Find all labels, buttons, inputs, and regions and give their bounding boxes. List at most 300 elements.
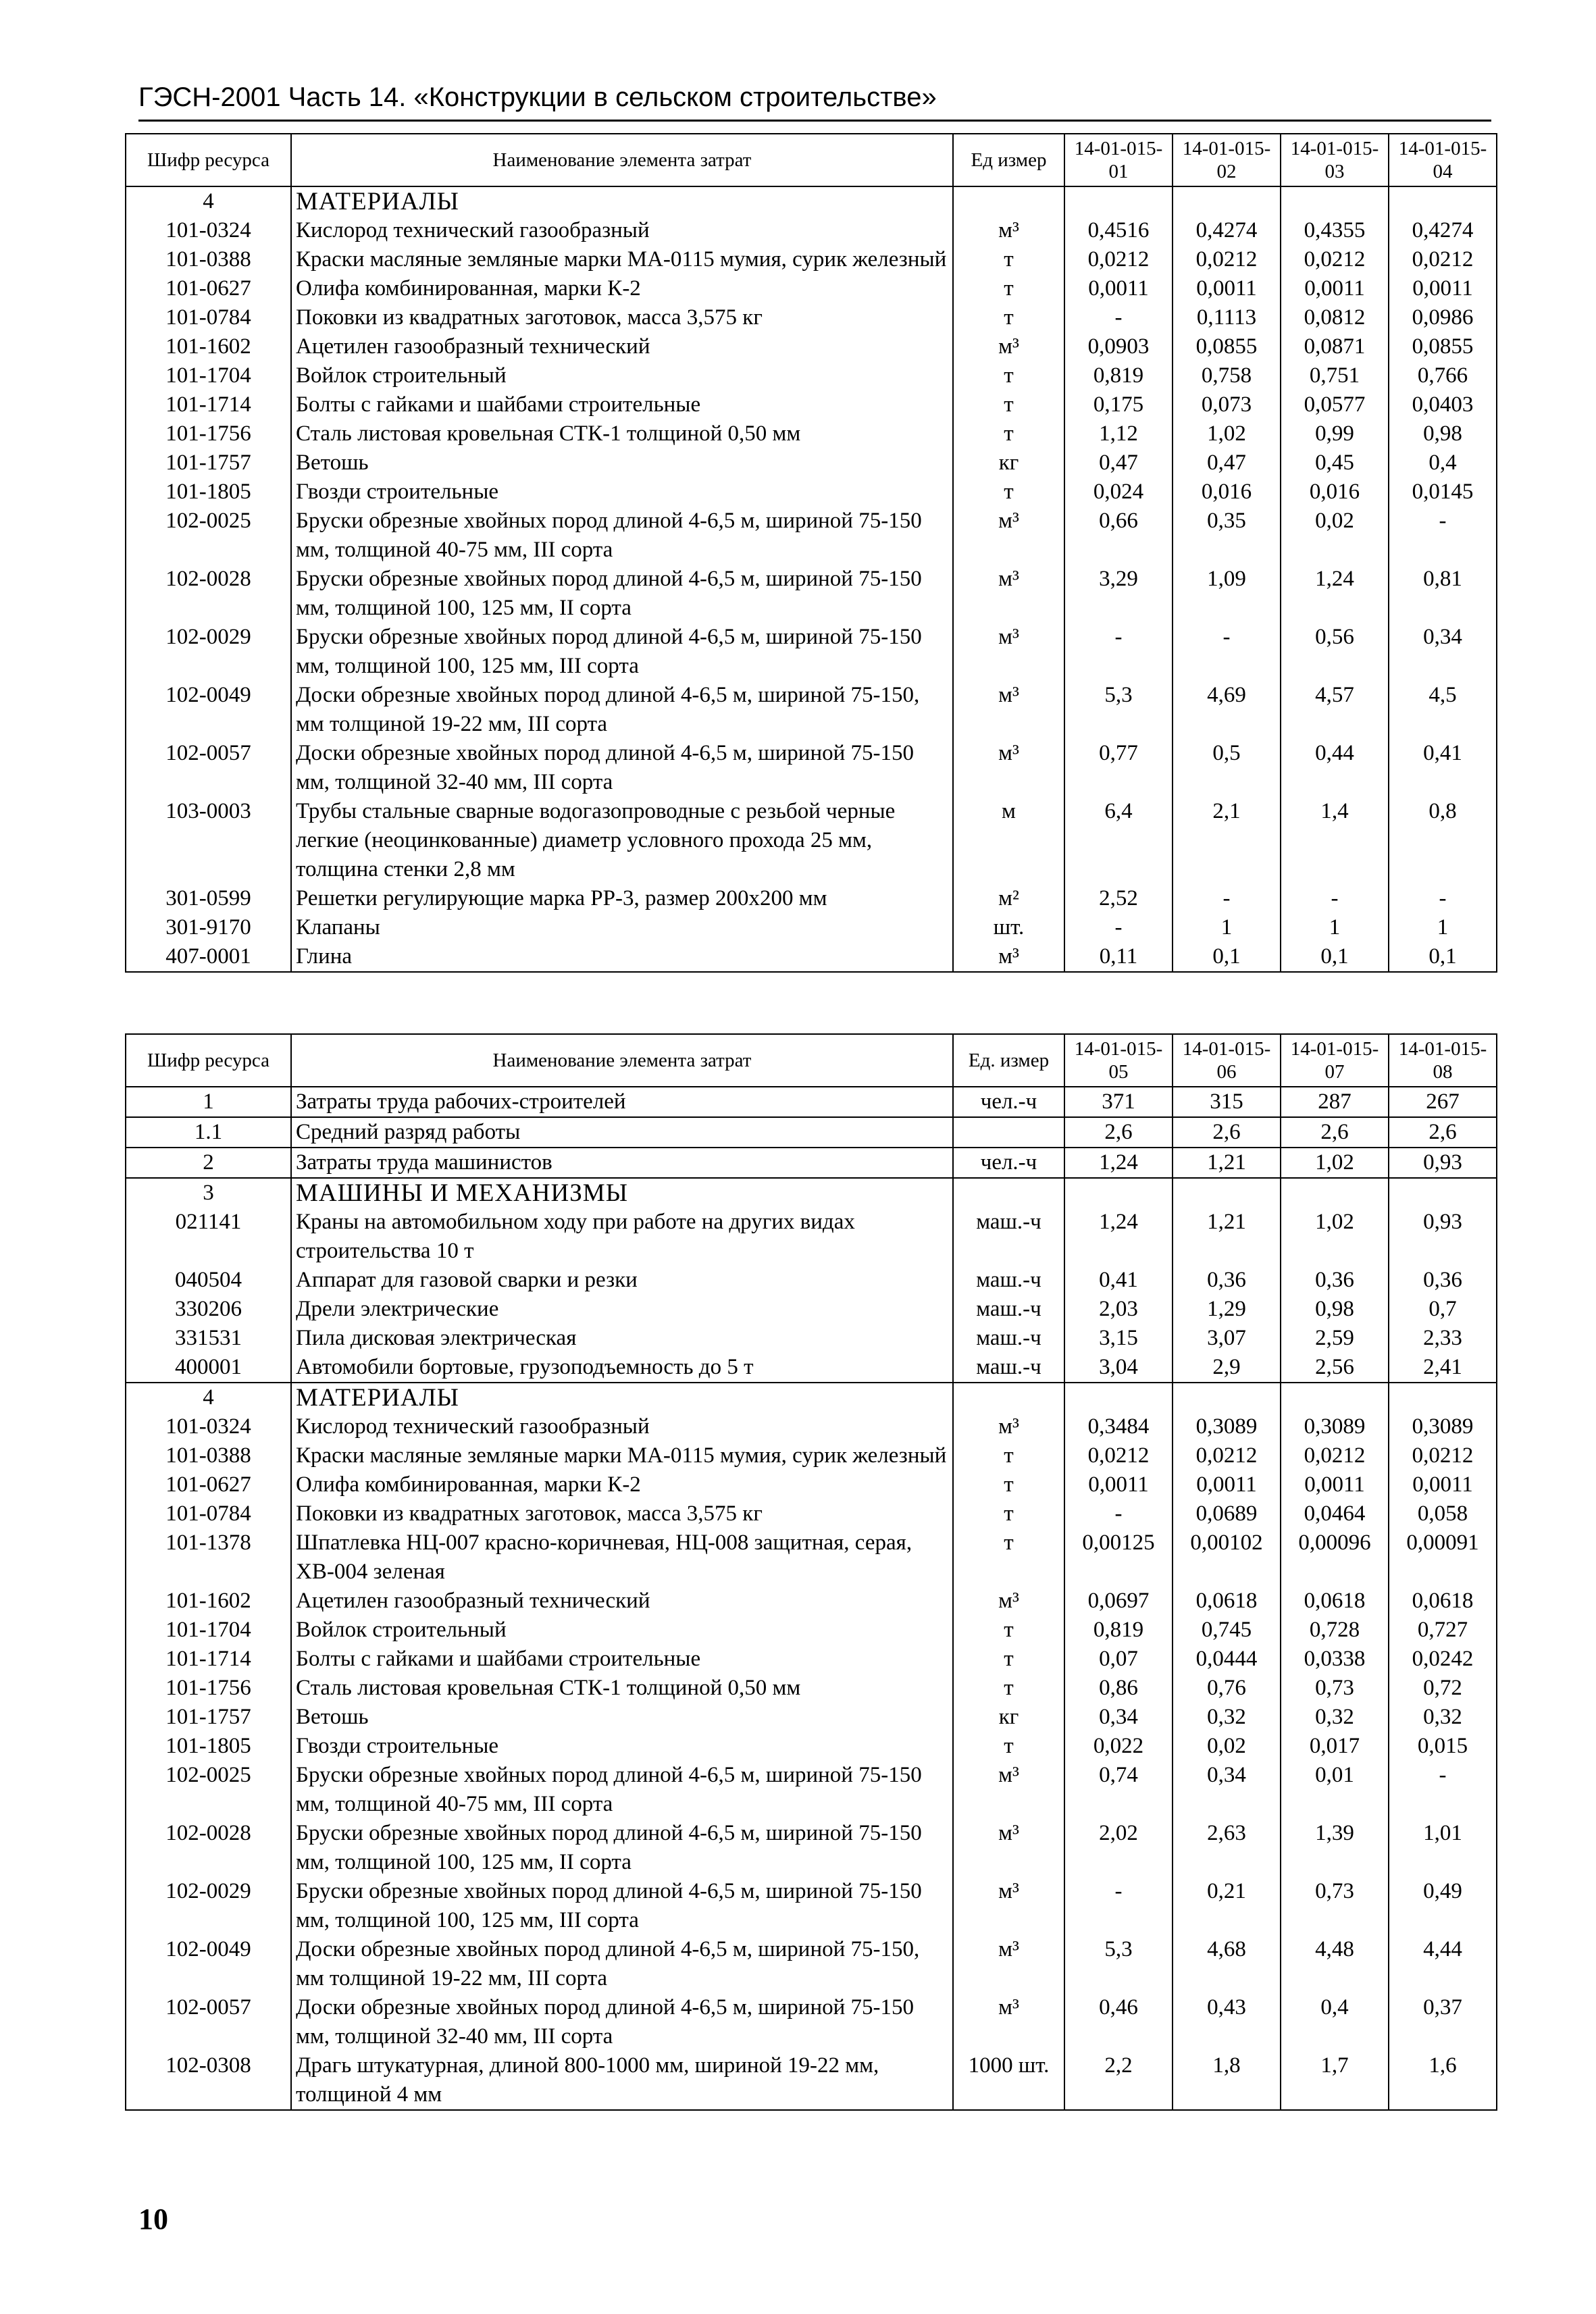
norm-value: 1,7 — [1281, 2051, 1389, 2110]
norm-value: 4,69 — [1173, 681, 1281, 739]
norm-value — [1064, 1383, 1173, 1412]
norm-value: 0,3089 — [1389, 1412, 1497, 1441]
table-row — [126, 274, 1497, 303]
norm-value: 0,00096 — [1281, 1528, 1389, 1587]
resource-code: 301-9170 — [126, 913, 291, 942]
unit-of-measure: м³ — [953, 332, 1064, 361]
unit-of-measure: м³ — [953, 216, 1064, 245]
table-row — [126, 1470, 1497, 1499]
norm-value: - — [1389, 1761, 1497, 1819]
table-row — [126, 332, 1497, 361]
table-row — [126, 1295, 1497, 1324]
resource-code: 101-0388 — [126, 1441, 291, 1470]
norm-value: 0,0011 — [1389, 1470, 1497, 1499]
table-row — [126, 1761, 1497, 1819]
unit-of-measure: т — [953, 390, 1064, 419]
cost-element-name: Бруски обрезные хвойных пород длиной 4-6,5 м, шириной 75-150 мм, толщиной 100, 125 мм, II сорта — [291, 1819, 953, 1877]
section-row — [126, 1383, 1497, 1412]
cost-element-name: Ветошь — [291, 448, 953, 478]
norm-value: 0,4274 — [1389, 216, 1497, 245]
unit-of-measure: м — [953, 797, 1064, 884]
cost-element-name: Сталь листовая кровельная СТК-1 толщиной 0,50 мм — [291, 1674, 953, 1703]
page-number: 10 — [138, 2203, 168, 2236]
cost-element-name: Сталь листовая кровельная СТК-1 толщиной 0,50 мм — [291, 419, 953, 448]
table-header-row — [126, 1034, 1497, 1087]
norm-value: 4,48 — [1281, 1935, 1389, 1993]
unit-of-measure: м³ — [953, 1819, 1064, 1877]
norm-value: - — [1389, 884, 1497, 913]
norm-value: 0,0444 — [1173, 1645, 1281, 1674]
unit-of-measure: т — [953, 1616, 1064, 1645]
norm-value: 1,09 — [1173, 565, 1281, 623]
resource-code: 2 — [126, 1148, 291, 1178]
table-row — [126, 797, 1497, 884]
norm-value: 0,751 — [1281, 361, 1389, 390]
unit-of-measure — [953, 1383, 1064, 1412]
resource-code: 101-1805 — [126, 1732, 291, 1761]
norm-value: 371 — [1064, 1087, 1173, 1117]
norm-value: 0,41 — [1064, 1266, 1173, 1295]
norm-value: 1,21 — [1173, 1148, 1281, 1178]
unit-of-measure: маш.-ч — [953, 1208, 1064, 1266]
resource-code: 102-0029 — [126, 623, 291, 681]
cost-element-name: Краны на автомобильном ходу при работе на других видах строительства 10 т — [291, 1208, 953, 1266]
table-row — [126, 419, 1497, 448]
norm-value: 0,0212 — [1064, 245, 1173, 274]
norm-value: 267 — [1389, 1087, 1497, 1117]
unit-of-measure: т — [953, 1732, 1064, 1761]
cost-element-name: Краски масляные земляные марки МА-0115 мумия, сурик железный — [291, 245, 953, 274]
norm-value: 0,1 — [1389, 942, 1497, 972]
norm-value: 0,0618 — [1281, 1587, 1389, 1616]
table-row — [126, 1645, 1497, 1674]
norm-value: 0,44 — [1281, 739, 1389, 797]
table-row — [126, 303, 1497, 332]
unit-of-measure: м³ — [953, 1935, 1064, 1993]
column-header: Ед. измер — [953, 1034, 1064, 1087]
resource-code: 400001 — [126, 1353, 291, 1383]
norm-value: - — [1064, 1877, 1173, 1935]
unit-of-measure: чел.-ч — [953, 1148, 1064, 1178]
resource-code: 331531 — [126, 1324, 291, 1353]
norm-value: 3,07 — [1173, 1324, 1281, 1353]
norm-value: 0,073 — [1173, 390, 1281, 419]
resource-code: 021141 — [126, 1208, 291, 1266]
table-row — [126, 681, 1497, 739]
resource-code: 301-0599 — [126, 884, 291, 913]
norm-value: 0,728 — [1281, 1616, 1389, 1645]
column-header: Наименование элемента затрат — [291, 134, 953, 186]
norm-value: 0,02 — [1281, 507, 1389, 565]
norm-value: 0,0011 — [1281, 274, 1389, 303]
norm-value: 1,8 — [1173, 2051, 1281, 2110]
table-row — [126, 1117, 1497, 1148]
table-row — [126, 913, 1497, 942]
cost-element-name: Доски обрезные хвойных пород длиной 4-6,5 м, шириной 75-150, мм толщиной 19-22 мм, III сорта — [291, 681, 953, 739]
resource-code: 102-0049 — [126, 1935, 291, 1993]
unit-of-measure: т — [953, 1499, 1064, 1528]
unit-of-measure: 1000 шт. — [953, 2051, 1064, 2110]
page-header: ГЭСН-2001 Часть 14. «Конструкции в сельском строительстве» — [138, 82, 937, 112]
cost-element-name: Поковки из квадратных заготовок, масса 3,575 кг — [291, 1499, 953, 1528]
resource-code: 101-1602 — [126, 1587, 291, 1616]
resource-code: 101-0627 — [126, 1470, 291, 1499]
norm-value — [1064, 186, 1173, 216]
unit-of-measure: т — [953, 1528, 1064, 1587]
unit-of-measure: т — [953, 1674, 1064, 1703]
table-row — [126, 507, 1497, 565]
norm-value: - — [1173, 884, 1281, 913]
table-row — [126, 565, 1497, 623]
norm-value: 0,98 — [1281, 1295, 1389, 1324]
norm-value: 0,0618 — [1173, 1587, 1281, 1616]
norm-value: 0,36 — [1173, 1266, 1281, 1295]
table-row — [126, 739, 1497, 797]
cost-element-name: Затраты труда рабочих-строителей — [291, 1087, 953, 1117]
norm-value: 2,9 — [1173, 1353, 1281, 1383]
norm-value: 0,36 — [1389, 1266, 1497, 1295]
unit-of-measure: кг — [953, 448, 1064, 478]
cost-element-name: Шпатлевка НЦ-007 красно-коричневая, НЦ-008 защитная, серая, ХВ-004 зеленая — [291, 1528, 953, 1587]
norm-value: 0,0011 — [1281, 1470, 1389, 1499]
norm-value: 0,37 — [1389, 1993, 1497, 2051]
norm-value: 0,81 — [1389, 565, 1497, 623]
resource-table-1 — [125, 133, 1497, 973]
resource-code: 101-1714 — [126, 1645, 291, 1674]
unit-of-measure: м³ — [953, 1761, 1064, 1819]
cost-element-name: Олифа комбинированная, марки К-2 — [291, 1470, 953, 1499]
resource-code: 040504 — [126, 1266, 291, 1295]
norm-value: 0,0242 — [1389, 1645, 1497, 1674]
norm-value: 0,0403 — [1389, 390, 1497, 419]
norm-value: 0,745 — [1173, 1616, 1281, 1645]
unit-of-measure: т — [953, 274, 1064, 303]
column-header: 14-01-015-03 — [1281, 134, 1389, 186]
cost-element-name: Кислород технический газообразный — [291, 216, 953, 245]
norm-value: 0,34 — [1389, 623, 1497, 681]
unit-of-measure — [953, 186, 1064, 216]
column-header: 14-01-015-02 — [1173, 134, 1281, 186]
norm-value: 0,0212 — [1173, 1441, 1281, 1470]
norm-value: 4,5 — [1389, 681, 1497, 739]
norm-value: 2,6 — [1389, 1117, 1497, 1148]
table-row — [126, 1353, 1497, 1383]
norm-value: 1,6 — [1389, 2051, 1497, 2110]
norm-value: - — [1064, 913, 1173, 942]
norm-value — [1389, 1178, 1497, 1208]
norm-value: 0,0697 — [1064, 1587, 1173, 1616]
cost-element-name: Доски обрезные хвойных пород длиной 4-6,5 м, шириной 75-150, мм толщиной 19-22 мм, III сорта — [291, 1935, 953, 1993]
unit-of-measure — [953, 1178, 1064, 1208]
column-header: 14-01-015-07 — [1281, 1034, 1389, 1087]
unit-of-measure: чел.-ч — [953, 1087, 1064, 1117]
resource-code: 101-1602 — [126, 332, 291, 361]
table-row — [126, 1499, 1497, 1528]
norm-value: 1,02 — [1281, 1208, 1389, 1266]
cost-element-name: Автомобили бортовые, грузоподъемность до 5 т — [291, 1353, 953, 1383]
norm-value: 1 — [1173, 913, 1281, 942]
cost-element-name: Глина — [291, 942, 953, 972]
norm-value: 2,03 — [1064, 1295, 1173, 1324]
resource-code: 102-0029 — [126, 1877, 291, 1935]
resource-code: 103-0003 — [126, 797, 291, 884]
unit-of-measure: т — [953, 303, 1064, 332]
norm-value: 0,4516 — [1064, 216, 1173, 245]
table-row — [126, 1087, 1497, 1117]
norm-value: 0,35 — [1173, 507, 1281, 565]
norm-value: 2,02 — [1064, 1819, 1173, 1877]
norm-value: 0,0212 — [1173, 245, 1281, 274]
cost-element-name: Драгь штукатурная, длиной 800-1000 мм, шириной 19-22 мм, толщиной 4 мм — [291, 2051, 953, 2110]
column-header: Шифр ресурса — [126, 1034, 291, 1087]
cost-element-name: Кислород технический газообразный — [291, 1412, 953, 1441]
unit-of-measure: т — [953, 1470, 1064, 1499]
resource-code: 4 — [126, 1383, 291, 1412]
section-title: МАШИНЫ И МЕХАНИЗМЫ — [291, 1178, 953, 1208]
table-row — [126, 1674, 1497, 1703]
unit-of-measure: м³ — [953, 565, 1064, 623]
norm-value: 315 — [1173, 1087, 1281, 1117]
norm-value: 0,0812 — [1281, 303, 1389, 332]
norm-value: 1,24 — [1281, 565, 1389, 623]
unit-of-measure: м³ — [953, 1412, 1064, 1441]
norm-value: 0,0577 — [1281, 390, 1389, 419]
table-row — [126, 1587, 1497, 1616]
norm-value: 0,47 — [1064, 448, 1173, 478]
norm-value: 2,6 — [1281, 1117, 1389, 1148]
cost-element-name: Бруски обрезные хвойных пород длиной 4-6,5 м, шириной 75-150 мм, толщиной 100, 125 мм, II сорта — [291, 565, 953, 623]
column-header: 14-01-015-06 — [1173, 1034, 1281, 1087]
norm-value: 0,0212 — [1389, 245, 1497, 274]
norm-value: 0,8 — [1389, 797, 1497, 884]
norm-value: 0,93 — [1389, 1208, 1497, 1266]
norm-value: 0,66 — [1064, 507, 1173, 565]
column-header: Шифр ресурса — [126, 134, 291, 186]
norm-value: 1,39 — [1281, 1819, 1389, 1877]
norm-value: - — [1064, 303, 1173, 332]
norm-value: 0,4 — [1281, 1993, 1389, 2051]
unit-of-measure: т — [953, 245, 1064, 274]
table-row — [126, 1441, 1497, 1470]
cost-element-name: Болты с гайками и шайбами строительные — [291, 390, 953, 419]
norm-value: - — [1389, 507, 1497, 565]
norm-value: 0,00091 — [1389, 1528, 1497, 1587]
norm-value: 0,93 — [1389, 1148, 1497, 1178]
norm-value: - — [1281, 884, 1389, 913]
column-header: 14-01-015-08 — [1389, 1034, 1497, 1087]
column-header: 14-01-015-05 — [1064, 1034, 1173, 1087]
cost-element-name: Затраты труда машинистов — [291, 1148, 953, 1178]
norm-value — [1064, 1178, 1173, 1208]
norm-value: 0,77 — [1064, 739, 1173, 797]
norm-value: 0,7 — [1389, 1295, 1497, 1324]
norm-value: 4,68 — [1173, 1935, 1281, 1993]
norm-value: 0,76 — [1173, 1674, 1281, 1703]
norm-value: 4,57 — [1281, 681, 1389, 739]
norm-value: 0,73 — [1281, 1674, 1389, 1703]
norm-value: 0,32 — [1173, 1703, 1281, 1732]
norm-value: 0,0903 — [1064, 332, 1173, 361]
cost-element-name: Бруски обрезные хвойных пород длиной 4-6,5 м, шириной 75-150 мм, толщиной 40-75 мм, III сорта — [291, 1761, 953, 1819]
norm-value: 0,175 — [1064, 390, 1173, 419]
norm-value: 2,1 — [1173, 797, 1281, 884]
norm-value: 2,41 — [1389, 1353, 1497, 1383]
cost-element-name: Войлок строительный — [291, 1616, 953, 1645]
resource-code: 102-0049 — [126, 681, 291, 739]
unit-of-measure: маш.-ч — [953, 1324, 1064, 1353]
norm-value: 0,72 — [1389, 1674, 1497, 1703]
resource-code: 101-0324 — [126, 1412, 291, 1441]
unit-of-measure: м³ — [953, 1587, 1064, 1616]
cost-element-name: Олифа комбинированная, марки К-2 — [291, 274, 953, 303]
column-header: 14-01-015-01 — [1064, 134, 1173, 186]
norm-value: 0,32 — [1389, 1703, 1497, 1732]
norm-value: 0,47 — [1173, 448, 1281, 478]
resource-code: 102-0028 — [126, 1819, 291, 1877]
norm-value: 0,00125 — [1064, 1528, 1173, 1587]
norm-value: 3,15 — [1064, 1324, 1173, 1353]
cost-element-name: Краски масляные земляные марки МА-0115 мумия, сурик железный — [291, 1441, 953, 1470]
norm-value — [1389, 1383, 1497, 1412]
table-row — [126, 478, 1497, 507]
norm-value: - — [1064, 1499, 1173, 1528]
table-row — [126, 1616, 1497, 1645]
unit-of-measure: м³ — [953, 1877, 1064, 1935]
norm-value: 2,6 — [1173, 1117, 1281, 1148]
norm-value: 0,1 — [1173, 942, 1281, 972]
resource-code: 3 — [126, 1178, 291, 1208]
cost-element-name: Болты с гайками и шайбами строительные — [291, 1645, 953, 1674]
norm-value: 0,016 — [1281, 478, 1389, 507]
cost-element-name: Ветошь — [291, 1703, 953, 1732]
table-row — [126, 1528, 1497, 1587]
norm-value: 0,3089 — [1281, 1412, 1389, 1441]
resource-code: 330206 — [126, 1295, 291, 1324]
resource-code: 101-0784 — [126, 1499, 291, 1528]
resource-code: 101-1704 — [126, 1616, 291, 1645]
norm-value — [1173, 1383, 1281, 1412]
resource-code: 102-0057 — [126, 739, 291, 797]
norm-value: 5,3 — [1064, 1935, 1173, 1993]
table-header-row — [126, 134, 1497, 186]
norm-value — [1389, 186, 1497, 216]
norm-value: 0,46 — [1064, 1993, 1173, 2051]
table-row — [126, 390, 1497, 419]
resource-table-2 — [125, 1033, 1497, 2111]
norm-value: 0,0212 — [1281, 1441, 1389, 1470]
norm-value: 6,4 — [1064, 797, 1173, 884]
norm-value: 0,4274 — [1173, 216, 1281, 245]
unit-of-measure: т — [953, 419, 1064, 448]
table-row — [126, 1208, 1497, 1266]
norm-value: 0,0855 — [1173, 332, 1281, 361]
norm-value: 0,45 — [1281, 448, 1389, 478]
norm-value: 0,0212 — [1389, 1441, 1497, 1470]
table-row — [126, 942, 1497, 972]
unit-of-measure: т — [953, 361, 1064, 390]
norm-value: 0,74 — [1064, 1761, 1173, 1819]
table-row — [126, 448, 1497, 478]
cost-element-name: Пила дисковая электрическая — [291, 1324, 953, 1353]
unit-of-measure: м³ — [953, 623, 1064, 681]
norm-value — [1173, 186, 1281, 216]
norm-value: 0,3484 — [1064, 1412, 1173, 1441]
table-row — [126, 1935, 1497, 1993]
norm-value: 0,727 — [1389, 1616, 1497, 1645]
table-row — [126, 1324, 1497, 1353]
norm-value: 1,29 — [1173, 1295, 1281, 1324]
norm-value: 3,04 — [1064, 1353, 1173, 1383]
table-row — [126, 884, 1497, 913]
norm-value: 1 — [1281, 913, 1389, 942]
section-row — [126, 186, 1497, 216]
cost-element-name: Доски обрезные хвойных пород длиной 4-6,5 м, шириной 75-150 мм, толщиной 32-40 мм, III сорта — [291, 1993, 953, 2051]
norm-value: 0,0011 — [1173, 274, 1281, 303]
norm-value: 1,24 — [1064, 1148, 1173, 1178]
norm-value: 1,12 — [1064, 419, 1173, 448]
cost-element-name: Доски обрезные хвойных пород длиной 4-6,5 м, шириной 75-150 мм, толщиной 32-40 мм, III сорта — [291, 739, 953, 797]
norm-value: 0,015 — [1389, 1732, 1497, 1761]
resource-code: 101-1805 — [126, 478, 291, 507]
norm-value: 0,11 — [1064, 942, 1173, 972]
resource-code: 102-0025 — [126, 507, 291, 565]
norm-value: 3,29 — [1064, 565, 1173, 623]
resource-code: 101-1756 — [126, 419, 291, 448]
norm-value: 2,6 — [1064, 1117, 1173, 1148]
column-header: Наименование элемента затрат — [291, 1034, 953, 1087]
norm-value — [1281, 186, 1389, 216]
norm-value: 0,819 — [1064, 1616, 1173, 1645]
norm-value: 0,016 — [1173, 478, 1281, 507]
resource-code: 101-0324 — [126, 216, 291, 245]
norm-value: 0,56 — [1281, 623, 1389, 681]
resource-code: 101-0388 — [126, 245, 291, 274]
norm-value: 0,0011 — [1064, 1470, 1173, 1499]
norm-value: 1,02 — [1173, 419, 1281, 448]
cost-element-name: Средний разряд работы — [291, 1117, 953, 1148]
norm-value: 0,022 — [1064, 1732, 1173, 1761]
norm-value: - — [1173, 623, 1281, 681]
norm-value: 0,0212 — [1064, 1441, 1173, 1470]
norm-value: 0,819 — [1064, 361, 1173, 390]
header-divider — [138, 120, 1491, 122]
unit-of-measure — [953, 1117, 1064, 1148]
norm-value: 0,36 — [1281, 1266, 1389, 1295]
norm-value: 2,52 — [1064, 884, 1173, 913]
resource-code: 101-1704 — [126, 361, 291, 390]
cost-element-name: Бруски обрезные хвойных пород длиной 4-6,5 м, шириной 75-150 мм, толщиной 40-75 мм, III сорта — [291, 507, 953, 565]
section-title: МАТЕРИАЛЫ — [291, 186, 953, 216]
norm-value: 0,34 — [1173, 1761, 1281, 1819]
table-row — [126, 623, 1497, 681]
norm-value: 0,4 — [1389, 448, 1497, 478]
norm-value: 0,86 — [1064, 1674, 1173, 1703]
norm-value: 2,56 — [1281, 1353, 1389, 1383]
resource-code: 102-0025 — [126, 1761, 291, 1819]
norm-value: 0,0986 — [1389, 303, 1497, 332]
resource-code: 102-0057 — [126, 1993, 291, 2051]
norm-value: 0,0338 — [1281, 1645, 1389, 1674]
norm-value: 0,058 — [1389, 1499, 1497, 1528]
unit-of-measure: маш.-ч — [953, 1353, 1064, 1383]
norm-value: 0,73 — [1281, 1877, 1389, 1935]
unit-of-measure: м³ — [953, 942, 1064, 972]
resource-code: 1.1 — [126, 1117, 291, 1148]
resource-code: 101-0784 — [126, 303, 291, 332]
table-row — [126, 1266, 1497, 1295]
table-row — [126, 1732, 1497, 1761]
unit-of-measure: шт. — [953, 913, 1064, 942]
